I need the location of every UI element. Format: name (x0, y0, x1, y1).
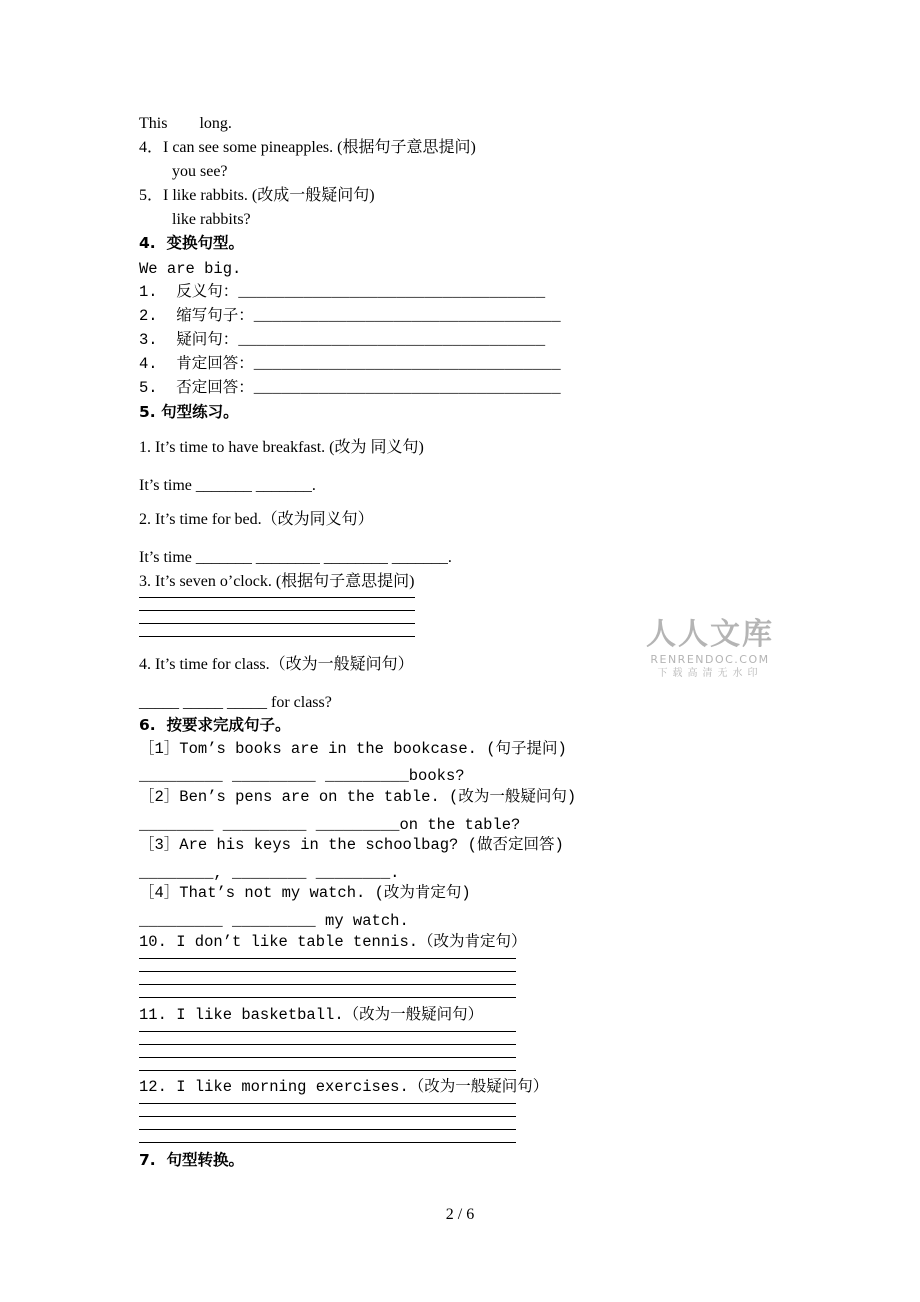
question-line: ［4］That’s not my watch. (改为肯定句) (139, 884, 471, 902)
answer-fragment: you see? (172, 163, 228, 180)
section-heading: 7. 句型转换。 (139, 1151, 244, 1169)
answer-rule (139, 984, 516, 985)
answer-rule (139, 958, 516, 959)
question-line: ［1］Tom’s books are in the bookcase. (句子提问) (139, 740, 567, 758)
watermark-logo (640, 617, 780, 679)
question-line: 4. It’s time for class.（改为一般疑问句） (139, 656, 414, 673)
answer-rule (139, 1142, 516, 1143)
question-4: 4．I can see some pineapples. (根据句子意思提问) (139, 139, 476, 156)
answer-rule (139, 1129, 516, 1130)
answer-line: It’s time _______ _______. (139, 477, 316, 494)
question-line: 12. I like morning exercises.（改为一般疑问句） (139, 1078, 549, 1096)
answer-rule (139, 1057, 516, 1058)
answer-rule (139, 997, 516, 998)
exercise-line: 2. 缩写句子：_________________________________ (139, 307, 561, 325)
section-heading: 4. 变换句型。 (139, 234, 244, 252)
sentence-fragment: This long. (139, 115, 232, 132)
question-line: ［3］Are his keys in the schoolbag? (做否定回答) (139, 836, 564, 854)
exercise-line: 5. 否定回答：_________________________________ (139, 379, 561, 397)
exercise-line: 3. 疑问句：_________________________________ (139, 331, 546, 349)
question-5: 5．I like rabbits. (改成一般疑问句) (139, 187, 375, 204)
question-line: 3. It’s seven o’clock. (根据句子意思提问) (139, 573, 415, 590)
answer-rule (139, 597, 415, 598)
page-number: 2 / 6 (445, 1206, 475, 1223)
answer-line: _____ _____ _____ for class? (139, 694, 332, 711)
question-line: 11. I like basketball.（改为一般疑问句） (139, 1006, 484, 1024)
section-heading: 6. 按要求完成句子。 (139, 716, 291, 734)
answer-rule (139, 610, 415, 611)
answer-line: _________ _________ _________books? (139, 767, 465, 785)
answer-rule (139, 1070, 516, 1071)
answer-fragment: like rabbits? (172, 211, 251, 228)
question-line: 10. I don’t like table tennis.（改为肯定句） (139, 933, 527, 951)
answer-line: ________ _________ _________on the table? (139, 816, 521, 834)
question-line: 1. It’s time to have breakfast. (改为 同义句) (139, 439, 424, 456)
section-heading: 5. 句型练习。 (139, 403, 239, 421)
answer-rule (139, 1031, 516, 1032)
answer-line: ________, ________ ________. (139, 864, 400, 882)
exercise-line: 4. 肯定回答：_________________________________ (139, 355, 561, 373)
answer-rule (139, 1116, 516, 1117)
watermark-slogan: 下载高清无水印 (657, 668, 763, 679)
answer-line: It’s time _______ ________ ________ _______. (139, 549, 452, 566)
exercise-line: 1. 反义句：_________________________________ (139, 283, 546, 301)
question-line: ［2］Ben’s pens are on the table. (改为一般疑问句) (139, 788, 577, 806)
watermark-title: 人人文库 (646, 617, 774, 652)
answer-rule (139, 1044, 516, 1045)
answer-rule (139, 636, 415, 637)
question-line: 2. It’s time for bed.（改为同义句） (139, 511, 374, 528)
answer-rule (139, 1103, 516, 1104)
base-sentence: We are big. (139, 260, 242, 278)
answer-rule (139, 971, 516, 972)
answer-rule (139, 623, 415, 624)
answer-line: _________ _________ my watch. (139, 912, 409, 930)
watermark-domain: RENRENDOC.COM (650, 653, 770, 666)
